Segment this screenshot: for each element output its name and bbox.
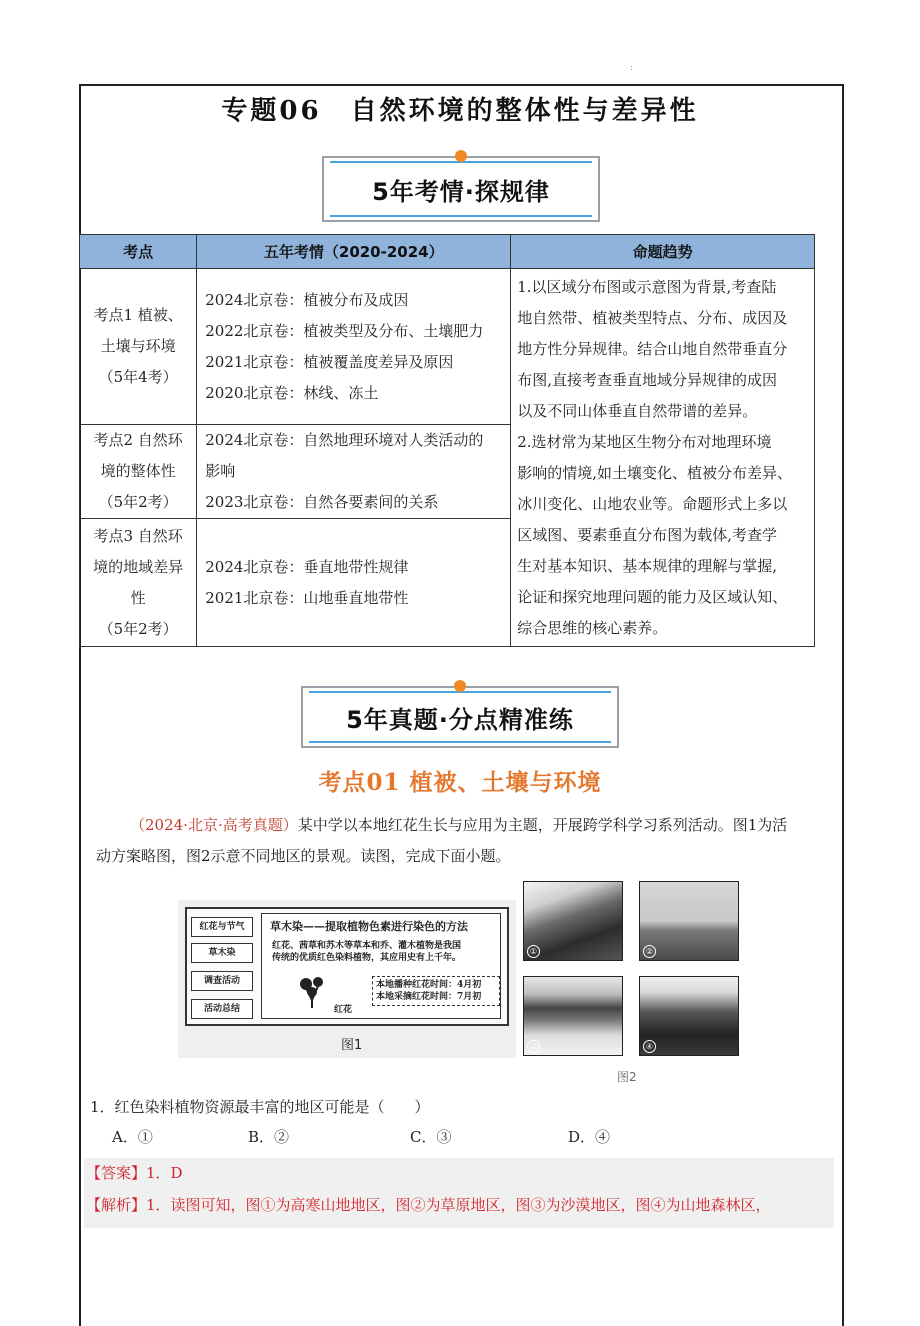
source-tag: （2024·北京·高考真题） — [130, 816, 298, 834]
page-mark: : — [630, 63, 634, 73]
figure-1-caption: 图1 — [341, 1038, 363, 1053]
col-header-history: 五年考情（2020-2024） — [197, 235, 511, 269]
banner-title: 5年真题·分点精准练 — [346, 705, 574, 734]
col-header-point: 考点 — [80, 235, 197, 269]
banner-exam-trends — [322, 156, 600, 222]
menu-item: 红花与节气 — [191, 917, 253, 937]
banner-real-questions — [301, 686, 619, 748]
section-title: 考点01 植被、土壤与环境 — [318, 769, 602, 796]
figure-2-caption: 图2 — [617, 1070, 637, 1084]
exam-table — [79, 234, 815, 647]
option-b[interactable]: B．② — [248, 1128, 290, 1146]
col-header-trend: 命题趋势 — [511, 235, 815, 269]
history-cell: 2024北京卷：植被分布及成因 2022北京卷：植被类型及分布、土壤肥力 2021北京卷：植被覆盖度差异及原因 2020北京卷：林线、冻土 — [197, 269, 511, 425]
figure-1 — [178, 900, 516, 1058]
answer-line: 【答案】1．D — [86, 1164, 183, 1182]
planting-dates: 本地播种红花时间：4月初 本地采摘红花时间：7月初 — [372, 976, 500, 1006]
menu-item: 调查活动 — [191, 971, 253, 991]
option-c[interactable]: C．③ — [410, 1128, 452, 1146]
trend-cell: 1.以区域分布图或示意图为背景,考查陆 地自然带、植被类型特点、分布、成因及 地方性分异规律。结合山地自然带垂直分 布图,直接考查垂直地域分异规律的成因 以及不同山体垂直自然带谱的差异。 2.选材常为某地区生物分布对地理环境 影响的情境,如土壤变化、植被分布差异、 冰川变化、山地农业等。命题形式上多以 区域图、要素垂直分布图为载体,考查学 生对基本知识、基本规律的理解与掌握, 论证和探究地理问题的能力及区域认知、 综合思维的核心素养。 — [511, 269, 815, 647]
landscape-photo-3: ③ — [523, 976, 623, 1056]
option-d[interactable]: D．④ — [568, 1128, 611, 1146]
question-intro: （2024·北京·高考真题）某中学以本地红花生长与应用为主题，开展跨学科学习系列活动。图1为活 动方案略图，图2示意不同地区的景观。读图，完成下面小题。 — [96, 816, 788, 865]
option-a[interactable]: A．① — [112, 1128, 153, 1146]
landscape-photo-2: ② — [639, 881, 739, 961]
menu-item: 活动总结 — [191, 999, 253, 1019]
activity-card: 草木染——提取植物色素进行染色的方法 红花、茜草和苏木等草本和乔、灌木植物是我国 传统的优质红色染料植物，其应用史有上千年。 红花 本地播种红花时间：4月初 本地采摘红花时间：7月初 — [261, 913, 501, 1019]
doc-title: 专题06 自然环境的整体性与差异性 — [221, 96, 699, 126]
question-stem: 1．红色染料植物资源最丰富的地区可能是（ ） — [90, 1098, 430, 1116]
history-cell: 2024北京卷：垂直地带性规律 2021北京卷：山地垂直地带性 — [197, 519, 511, 647]
banner-title: 5年考情·探规律 — [372, 177, 550, 206]
analysis-line: 【解析】1．读图可知，图①为高寒山地地区，图②为草原地区，图③为沙漠地区，图④为山地森林区， — [86, 1196, 771, 1214]
point-cell: 考点3 自然环 境的地域差异 性 （5年2考） — [80, 519, 197, 647]
point-cell: 考点2 自然环 境的整体性 （5年2考） — [80, 425, 197, 519]
point-cell: 考点1 植被、 土壤与环境 （5年4考） — [80, 269, 197, 425]
safflower-icon — [292, 974, 332, 1010]
history-cell: 2024北京卷：自然地理环境对人类活动的 影响 2023北京卷：自然各要素间的关系 — [197, 425, 511, 519]
landscape-photo-1: ① — [523, 881, 623, 961]
menu-item: 草木染 — [191, 943, 253, 963]
landscape-photo-4: ④ — [639, 976, 739, 1056]
